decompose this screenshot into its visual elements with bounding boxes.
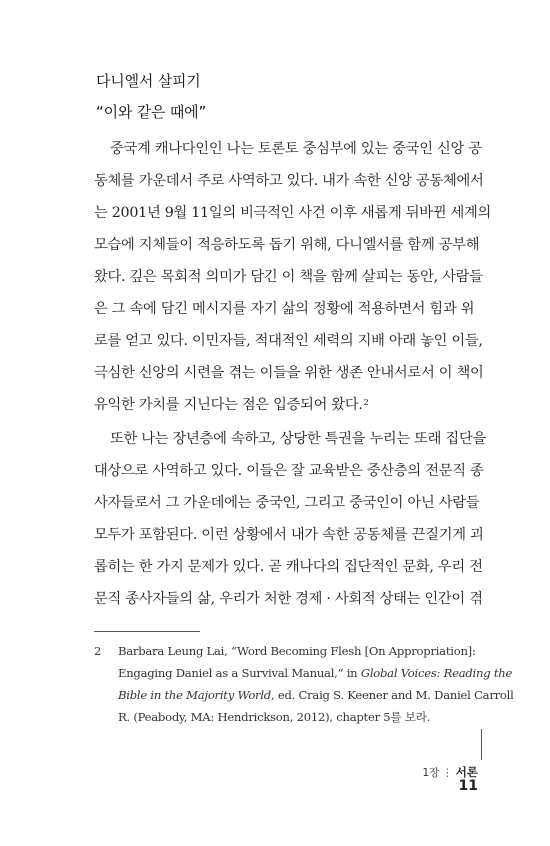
running-head-separator: ⋮ [442,767,453,779]
body-line: 는 2001년 9월 11일의 비극적인 사건 이후 새롭게 뒤바뀐 세계의 [94,205,492,221]
body-line-last [94,395,472,415]
footnote-line [118,685,514,705]
running-head-rule [481,729,482,760]
running-head-chapter: 1장 [422,767,440,779]
body-line: 롭히는 한 가지 문제가 있다. 곧 캐나다의 집단적인 문화, 우리 전 [94,559,483,575]
body-line: 극심한 신앙의 시련을 겪는 이들을 위한 생존 안내서로서 이 책이 [94,365,484,381]
body-line: 동체를 가운데서 주로 사역하고 있다. 내가 속한 신앙 공동체에서 [94,173,484,189]
footnote-book-title: Global Voices: Reading the [360,666,513,680]
footnote-line [118,663,513,683]
body-line: 중국계 캐나다인인 나는 토론토 중심부에 있는 중국인 신앙 공 [110,141,482,157]
body-line: 은 그 속에 담긴 메시지를 자기 삶의 정황에 적용하면서 힘과 위 [94,301,475,317]
footnote-line: R. (Peabody, MA: Hendrickson, 2012), chapter 5를 보라. [118,710,431,724]
section-subheading: “이와 같은 때에” [96,103,207,121]
running-head-section: 서론 [455,765,478,779]
footnote-line: Barbara Leung Lai, “Word Becoming Flesh [On Appropriation]: [118,644,476,658]
body-line: 대상으로 사역하고 있다. 이들은 잘 교육받은 중산층의 전문직 종 [94,463,484,479]
body-line: 모습에 지체들이 적응하도록 돕기 위해, 다니엘서를 함께 공부해 [94,237,480,253]
section-heading: 다니엘서 살피기 [96,72,201,90]
body-line: 또한 나는 장년층에 속하고, 상당한 특권을 누리는 또래 집단을 [110,431,486,447]
body-line: 문직 종사자들의 삶, 우리가 처한 경제 · 사회적 상태는 인간이 겪 [94,591,483,607]
footnote-text: Engaging Daniel as a Survival Manual,” in [118,666,361,680]
footnote-divider [94,631,200,632]
footnote-reference[interactable]: 2 [363,398,369,407]
body-line: 모두가 포함된다. 이런 상황에서 내가 속한 공동체를 끈질기게 괴 [94,527,484,543]
footnote-number: 2 [94,644,102,658]
footnote-book-title: Bible in the Majority World [118,688,271,702]
footnote-text: , ed. Craig S. Keener and M. Daniel Carroll [270,688,514,702]
body-line: 사자들로서 그 가운데에는 중국인, 그리고 중국인이 아닌 사람들 [94,495,480,511]
body-line: 로를 얻고 있다. 이민자들, 적대적인 세력의 지배 아래 놓인 이들, [94,333,483,349]
page-number: 11 [458,778,478,794]
body-line-text: 유익한 가치를 지닌다는 점은 입증되어 왔다. [94,397,363,413]
body-line: 왔다. 깊은 목회적 의미가 담긴 이 책을 함께 살피는 동안, 사람들 [94,269,483,285]
